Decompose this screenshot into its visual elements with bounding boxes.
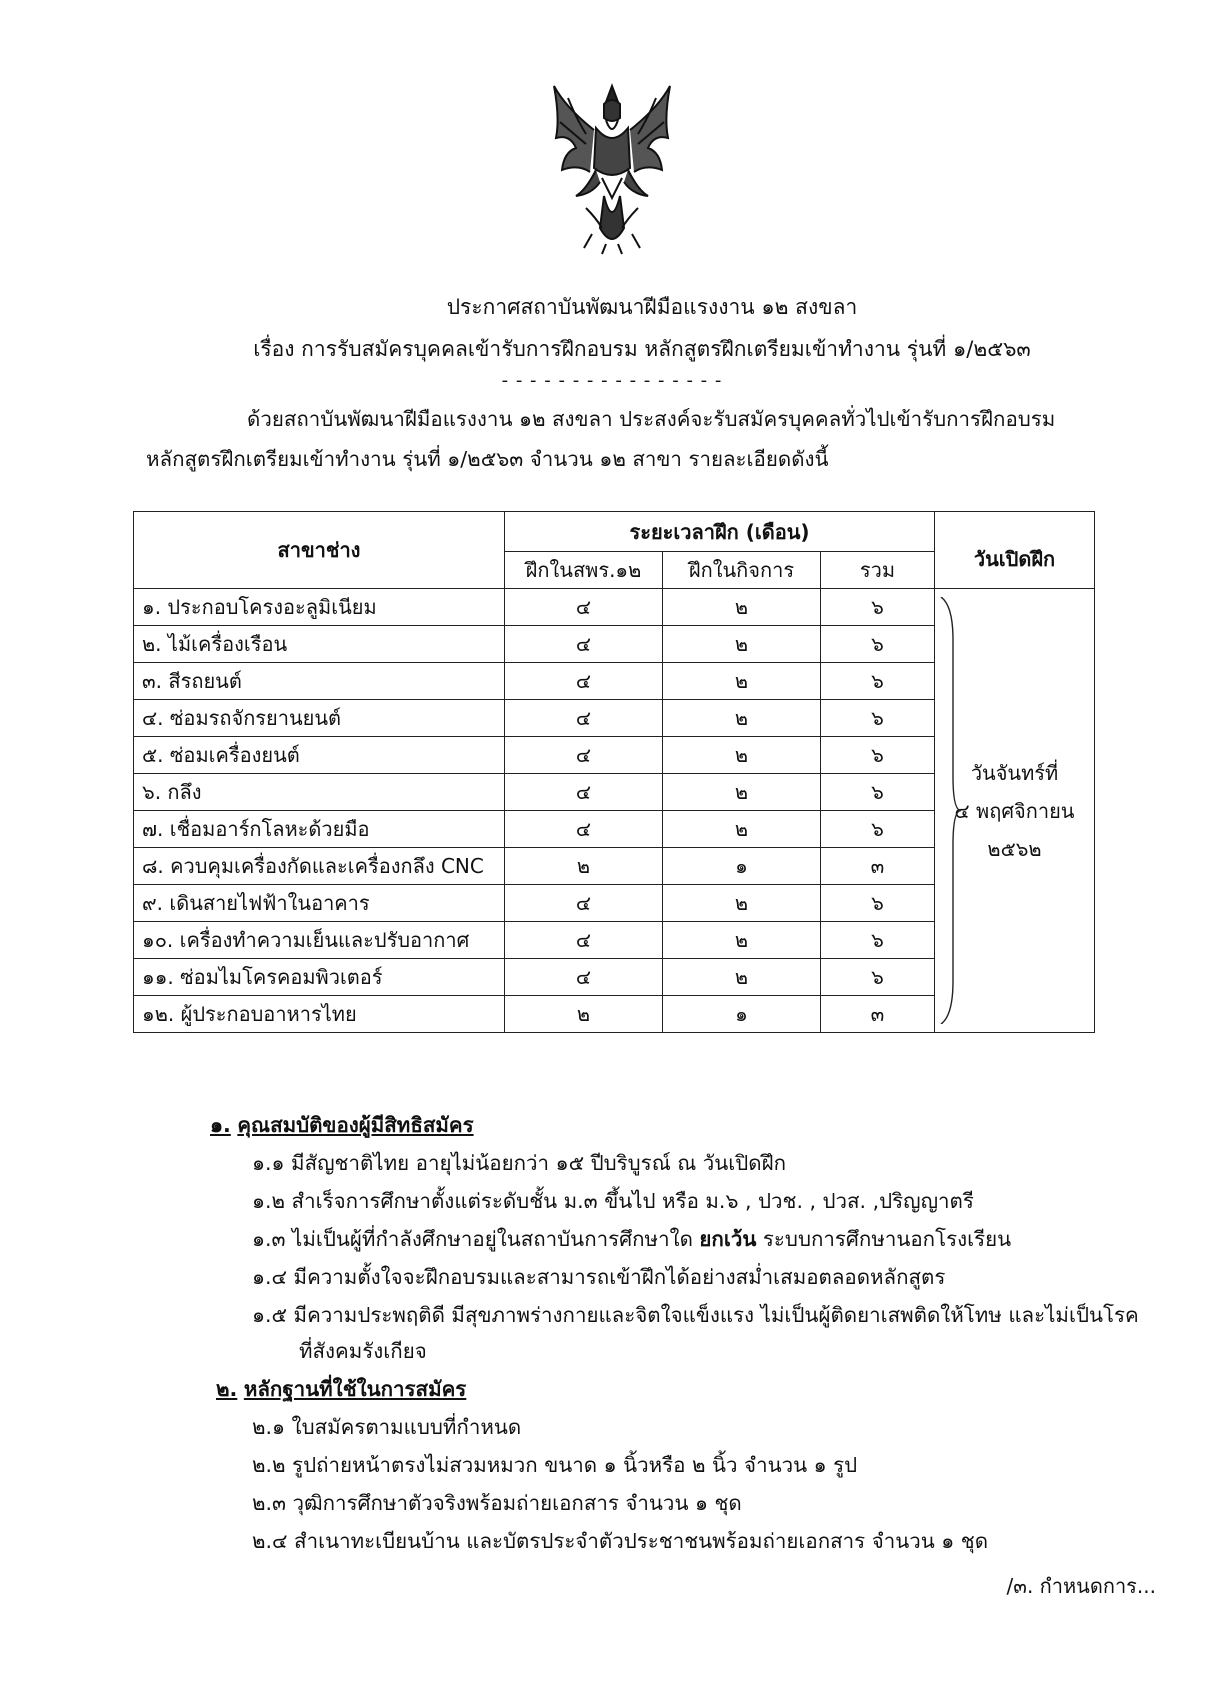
- months-company: ๒: [663, 959, 821, 996]
- months-total: ๓: [821, 848, 935, 885]
- branch-name: ๑๑. ซ่อมไมโครคอมพิวเตอร์: [134, 959, 505, 996]
- separator-line: - - - - - - - - - - - - - - - -: [501, 370, 723, 391]
- months-institute: ๔: [505, 663, 663, 700]
- months-total: ๓: [821, 996, 935, 1033]
- months-institute: ๔: [505, 700, 663, 737]
- col-total-header: รวม: [821, 552, 935, 589]
- months-total: ๖: [821, 885, 935, 922]
- months-company: ๒: [663, 589, 821, 626]
- months-company: ๒: [663, 774, 821, 811]
- announcement-subject: เรื่อง การรับสมัครบุคคลเข้ารับการฝึกอบรม หลักสูตรฝึกเตรียมเข้าทำงาน รุ่นที่ ๑/๒๕๖๓: [253, 337, 1031, 361]
- months-total: ๖: [821, 737, 935, 774]
- branch-name: ๕. ซ่อมเครื่องยนต์: [134, 737, 505, 774]
- months-company: ๒: [663, 663, 821, 700]
- months-total: ๖: [821, 959, 935, 996]
- months-institute: ๔: [505, 811, 663, 848]
- open-date-line-3: ๒๕๖๒: [987, 836, 1042, 861]
- open-date-line-2: ๔ พฤศจิกายน: [954, 798, 1075, 823]
- section-1-heading: [210, 1110, 474, 1140]
- section-1-title: คุณสมบัติของผู้มีสิทธิสมัคร: [237, 1113, 474, 1137]
- branch-name: ๒. ไม้เครื่องเรือน: [134, 626, 505, 663]
- months-institute: ๔: [505, 737, 663, 774]
- section-2-number: ๒.: [216, 1377, 238, 1401]
- branch-name: ๘. ควบคุมเครื่องกัดและเครื่องกลึง CNC: [134, 848, 505, 885]
- section-2-heading: [216, 1374, 466, 1404]
- intro-line-1: ด้วยสถาบันพัฒนาฝีมือแรงงาน ๑๒ สงขลา ประสงค์จะรับสมัครบุคคลทั่วไปเข้ารับการฝึกอบรม: [247, 407, 1056, 431]
- branch-name: ๔. ซ่อมรถจักรยานยนต์: [134, 700, 505, 737]
- months-company: ๑: [663, 996, 821, 1033]
- months-company: ๒: [663, 922, 821, 959]
- branch-name: ๑. ประกอบโครงอะลูมิเนียม: [134, 589, 505, 626]
- months-company: ๒: [663, 811, 821, 848]
- branch-name: ๗. เชื่อมอาร์กโลหะด้วยมือ: [134, 811, 505, 848]
- branch-name: ๙. เดินสายไฟฟ้าในอาคาร: [134, 885, 505, 922]
- branch-name: ๑๒. ผู้ประกอบอาหารไทย: [134, 996, 505, 1033]
- document-1: ๒.๑ ใบสมัครตามแบบที่กำหนด: [252, 1415, 522, 1439]
- months-total: ๖: [821, 626, 935, 663]
- months-institute: ๔: [505, 774, 663, 811]
- months-institute: ๔: [505, 922, 663, 959]
- document-3: ๒.๓ วุฒิการศึกษาตัวจริงพร้อมถ่ายเอกสาร จำนวน ๑ ชุด: [252, 1491, 742, 1515]
- qualification-5-continued: ที่สังคมรังเกียจ: [299, 1339, 427, 1363]
- months-company: ๒: [663, 737, 821, 774]
- months-total: ๖: [821, 700, 935, 737]
- col-duration-header: ระยะเวลาฝึก (เดือน): [505, 512, 935, 552]
- months-company: ๑: [663, 848, 821, 885]
- garuda-emblem-icon: [546, 78, 678, 256]
- months-company: ๒: [663, 700, 821, 737]
- open-date-cell: [935, 589, 1095, 1033]
- qualification-3-text-b: ระบบการศึกษานอกโรงเรียน: [756, 1227, 1012, 1251]
- col-open-date-header: วันเปิดฝึก: [935, 512, 1095, 589]
- document-4: ๒.๔ สำเนาทะเบียนบ้าน และบัตรประจำตัวประชาชนพร้อมถ่ายเอกสาร จำนวน ๑ ชุด: [252, 1529, 989, 1553]
- months-total: ๖: [821, 663, 935, 700]
- qualification-5: ๑.๕ มีความประพฤติดี มีสุขภาพร่างกายและจิตใจแข็งแรง ไม่เป็นผู้ติดยาเสพติดให้โทษ และไม่เป็นโรค: [252, 1303, 1139, 1327]
- months-institute: ๔: [505, 885, 663, 922]
- months-institute: ๒: [505, 996, 663, 1033]
- qualification-1: ๑.๑ มีสัญชาติไทย อายุไม่น้อยกว่า ๑๕ ปีบริบูรณ์ ณ วันเปิดฝึก: [252, 1151, 787, 1175]
- months-total: ๖: [821, 922, 935, 959]
- months-institute: ๔: [505, 626, 663, 663]
- months-institute: ๔: [505, 589, 663, 626]
- qualification-3-except: ยกเว้น: [699, 1227, 757, 1251]
- months-company: ๒: [663, 885, 821, 922]
- branch-name: ๓. สีรถยนต์: [134, 663, 505, 700]
- months-company: ๒: [663, 626, 821, 663]
- months-total: ๖: [821, 774, 935, 811]
- qualification-4: ๑.๔ มีความตั้งใจจะฝึกอบรมและสามารถเข้าฝึกได้อย่างสม่ำเสมอตลอดหลักสูตร: [252, 1265, 946, 1289]
- intro-line-2: หลักสูตรฝึกเตรียมเข้าทำงาน รุ่นที่ ๑/๒๕๖๓ จำนวน ๑๒ สาขา รายละเอียดดังนี้: [146, 447, 829, 471]
- qualification-2: ๑.๒ สำเร็จการศึกษาตั้งแต่ระดับชั้น ม.๓ ขึ้นไป หรือ ม.๖ , ปวช. , ปวส. ,ปริญญาตรี: [252, 1189, 974, 1213]
- col-branch-header: สาขาช่าง: [134, 512, 505, 589]
- months-institute: ๔: [505, 959, 663, 996]
- open-date-line-1: วันจันทร์ที่: [970, 760, 1059, 785]
- brace-icon: [939, 597, 961, 1024]
- months-institute: ๒: [505, 848, 663, 885]
- announcement-title: ประกาศสถาบันพัฒนาฝีมือแรงงาน ๑๒ สงขลา: [446, 295, 858, 319]
- table-row: [134, 589, 1095, 626]
- continuation-note: /๓. กำหนดการ...: [1006, 1574, 1156, 1598]
- months-total: ๖: [821, 589, 935, 626]
- course-table: [133, 511, 1095, 1033]
- months-total: ๖: [821, 811, 935, 848]
- document-2: ๒.๒ รูปถ่ายหน้าตรงไม่สวมหมวก ขนาด ๑ นิ้วหรือ ๒ นิ้ว จำนวน ๑ รูป: [252, 1453, 858, 1477]
- section-1-number: ๑.: [210, 1113, 231, 1137]
- qualification-3-text-a: ๑.๓ ไม่เป็นผู้ที่กำลังศึกษาอยู่ในสถาบันการศึกษาใด: [252, 1227, 700, 1251]
- col-in-company-header: ฝึกในกิจการ: [663, 552, 821, 589]
- branch-name: ๖. กลึง: [134, 774, 505, 811]
- col-in-institute-header: ฝึกในสพร.๑๒: [505, 552, 663, 589]
- section-2-title: หลักฐานที่ใช้ในการสมัคร: [243, 1377, 467, 1401]
- qualification-3: [252, 1224, 1011, 1254]
- branch-name: ๑๐. เครื่องทำความเย็นและปรับอากาศ: [134, 922, 505, 959]
